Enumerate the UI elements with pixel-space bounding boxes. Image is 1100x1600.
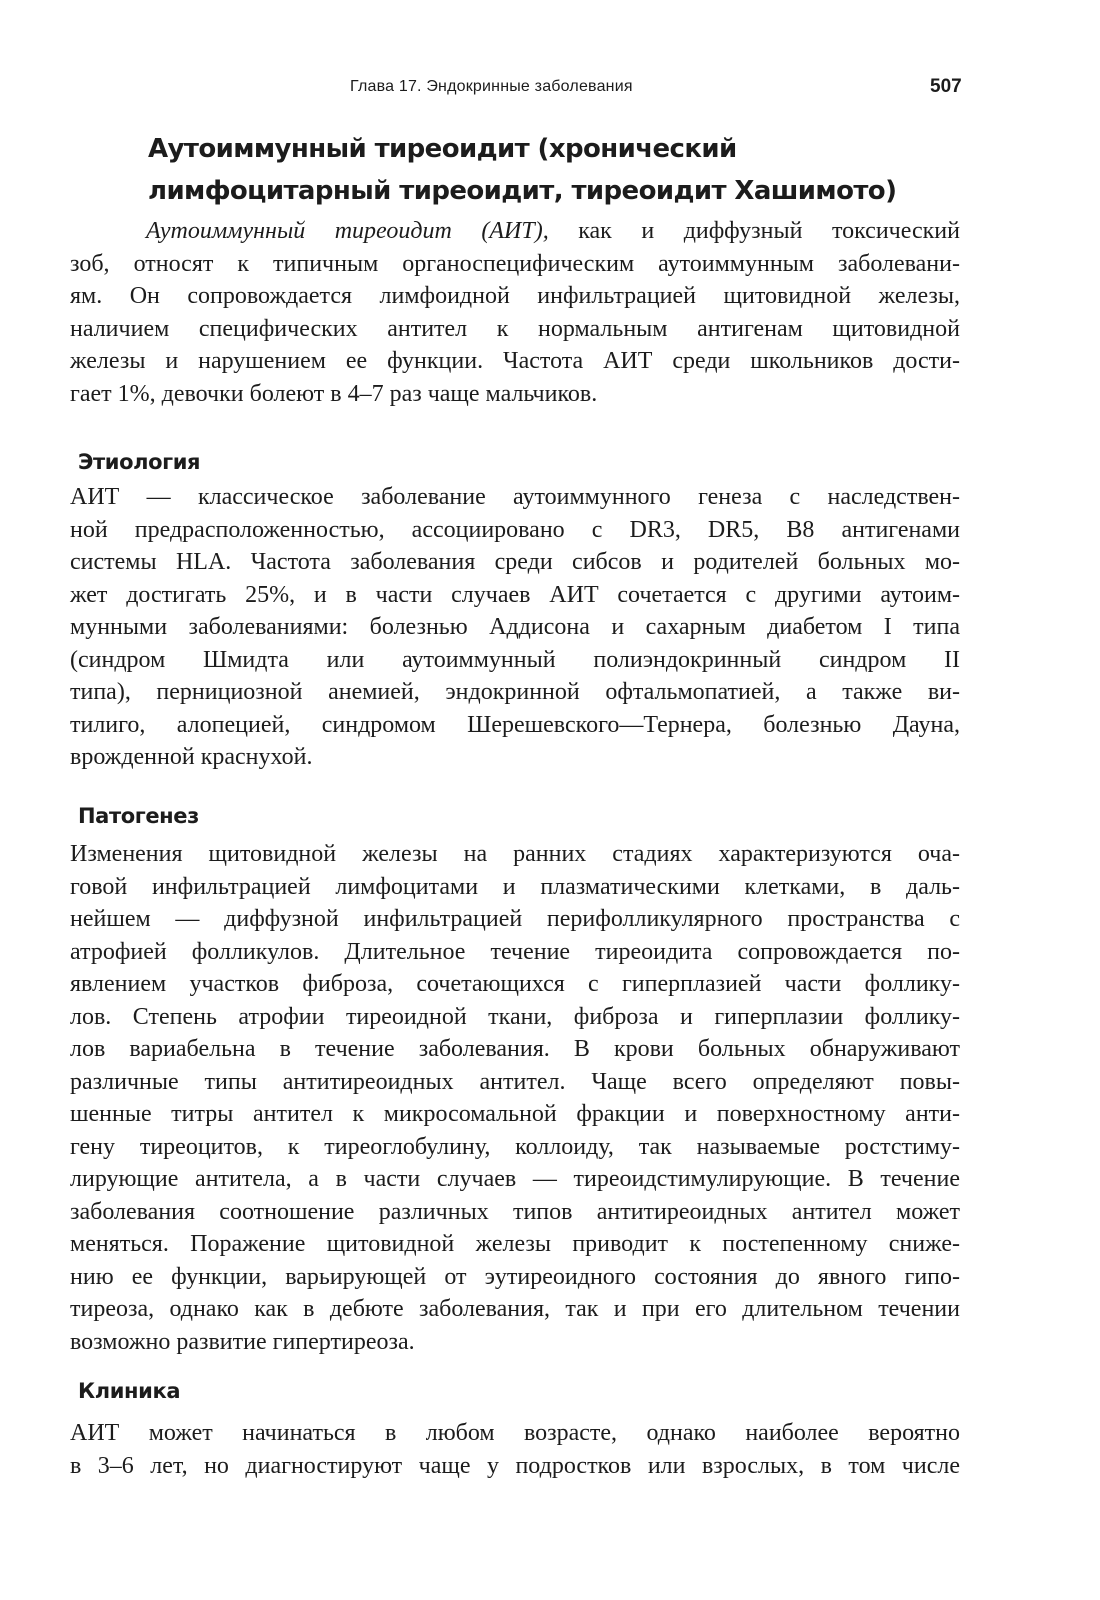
page-number: 507 bbox=[930, 76, 962, 97]
text-line: лирующие антитела, а в части случаев — тиреоидстимулирующие. В течение bbox=[70, 1166, 960, 1192]
text-line: говой инфильтрацией лимфоцитами и плазматическими клетками, в даль- bbox=[70, 873, 960, 900]
text-line: жет достигать 25%, и в части случаев АИТ сочетается с другими аутоим- bbox=[70, 581, 960, 608]
text-line: мунными заболеваниями: болезнью Аддисона и сахарным диабетом I типа bbox=[70, 614, 960, 640]
text-line: АИТ — классическое заболевание аутоиммунного генеза с наследствен- bbox=[70, 484, 960, 510]
text-line: заболевания соотношение различных типов антитиреоидных антител может bbox=[70, 1198, 960, 1225]
text-line: различные типы антитиреоидных антител. Чаще всего определяют повы- bbox=[70, 1068, 960, 1095]
section-heading-etiology: Этиология bbox=[78, 450, 201, 474]
text-line: лов. Степень атрофии тиреоидной ткани, фиброза и гиперплазии фоллику- bbox=[70, 1003, 960, 1030]
text-line: наличием специфических антител к нормальным антигенам щитовидной bbox=[70, 315, 960, 342]
text-line: зоб, относят к типичным органоспецифическим аутоиммунным заболевани- bbox=[70, 250, 960, 277]
text-line: железы и нарушением ее функции. Частота АИТ среди школьников дости- bbox=[70, 348, 960, 374]
text-line: (синдром Шмидта или аутоиммунный полиэндокринный синдром II bbox=[70, 646, 960, 673]
text-line: возможно развитие гипертиреоза. bbox=[70, 1328, 415, 1355]
clinic-paragraph bbox=[70, 1417, 960, 1482]
text-line: нейшем — диффузной инфильтрацией перифолликулярного пространства с bbox=[70, 906, 960, 932]
text-line: врожденной краснухой. bbox=[70, 744, 313, 770]
intro-first-line bbox=[70, 215, 960, 248]
section-heading-pathogenesis: Патогенез bbox=[78, 804, 199, 828]
text-line: типа), пернициозной анемией, эндокринной офтальмопатией, а также ви- bbox=[70, 679, 960, 705]
article-title bbox=[148, 128, 968, 212]
text-line: гену тиреоцитов, к тиреоглобулину, коллоиду, так называемые ростстиму- bbox=[70, 1133, 960, 1160]
text-line: нию ее функции, варьирующей от эутиреоидного состояния до явного гипо- bbox=[70, 1263, 960, 1290]
text-line: атрофией фолликулов. Длительное течение тиреоидита сопровождается по- bbox=[70, 938, 960, 965]
title-line: Аутоиммунный тиреоидит (хронический bbox=[148, 134, 737, 164]
text-line: лов вариабельна в течение заболевания. В крови больных обнаруживают bbox=[70, 1036, 960, 1062]
pathogenesis-paragraph bbox=[70, 838, 960, 1358]
section-heading-clinic: Клиника bbox=[78, 1379, 181, 1403]
text-line: гает 1%, девочки болеют в 4–7 раз чаще мальчиков. bbox=[70, 380, 598, 407]
italic-term: Аутоиммунный тиреоидит (АИТ), bbox=[146, 218, 549, 244]
chapter-title: Глава 17. Эндокринные заболевания bbox=[350, 78, 633, 95]
text-line: явлением участков фиброза, сочетающихся с гиперплазией части фоллику- bbox=[70, 971, 960, 997]
text-line: ной предрасположенностью, ассоциировано с DR3, DR5, B8 антигенами bbox=[70, 516, 960, 543]
etiology-paragraph bbox=[70, 481, 960, 774]
text-line: в 3–6 лет, но диагностируют чаще у подростков или взрослых, в том числе bbox=[70, 1452, 960, 1479]
title-line: лимфоцитарный тиреоидит, тиреоидит Хашимото) bbox=[148, 176, 897, 206]
text-line: АИТ может начинаться в любом возрасте, однако наиболее вероятно bbox=[70, 1420, 960, 1446]
text-line: меняться. Поражение щитовидной железы приводит к постепенному сниже- bbox=[70, 1231, 960, 1257]
text-line: ям. Он сопровождается лимфоидной инфильтрацией щитовидной железы, bbox=[70, 283, 960, 309]
running-head bbox=[0, 78, 1100, 108]
text-line: тилиго, алопецией, синдромом Шерешевского—Тернера, болезнью Дауна, bbox=[70, 711, 960, 738]
text-line: системы HLA. Частота заболевания среди сибсов и родителей больных мо- bbox=[70, 549, 960, 575]
text-line: шенные титры антител к микросомальной фракции и поверхностному анти- bbox=[70, 1101, 960, 1127]
text-line: Изменения щитовидной железы на ранних стадиях характеризуются оча- bbox=[70, 841, 960, 867]
intro-paragraph bbox=[70, 215, 960, 410]
intro-line-rest: как и диффузный токсический bbox=[548, 218, 960, 244]
text-line: тиреоза, однако как в дебюте заболевания, так и при его длительном течении bbox=[70, 1296, 960, 1322]
